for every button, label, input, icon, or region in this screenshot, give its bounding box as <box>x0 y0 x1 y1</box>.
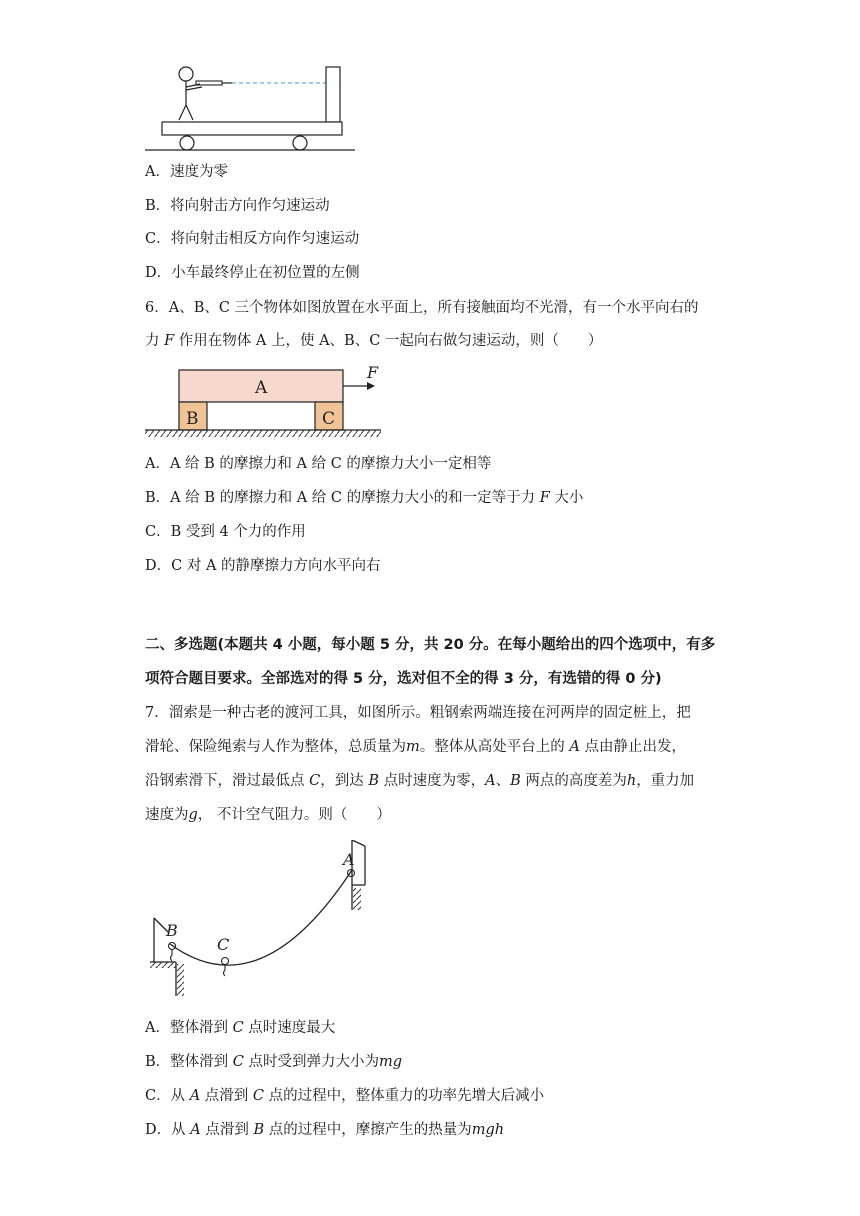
q7-option-d: D．从 A 点滑到 B 点的过程中，摩擦产生的热量为mgh <box>145 1122 505 1138</box>
q5-option-a: A．速度为零 <box>145 164 228 180</box>
q7-stem-line1: 7．溜索是一种古老的渡河工具，如图所示。粗钢索两端连接在河两岸的固定桩上，把 <box>145 705 691 721</box>
q7-stem-line2: 滑轮、保险绳索与人作为整体，总质量为m。整体从高处平台上的 A 点由静止出发， <box>145 739 686 755</box>
q6-stem-line2: 力 F 作用在物体 A 上，使 A、B、C 一起向右做匀速运动，则（ ） <box>145 333 603 349</box>
label-a: A <box>255 378 268 398</box>
q6-stem-line1: 6．A、B、C 三个物体如图放置在水平面上，所有接触面均不光滑，有一个水平向右的 <box>145 300 699 316</box>
section2-heading-line1: 二、多选题(本题共 4 小题，每小题 5 分，共 20 分。在每小题给出的四个选项中，有多 <box>145 637 716 653</box>
label-a: A <box>343 850 355 869</box>
label-c: C <box>217 935 230 954</box>
label-b: B <box>186 409 199 429</box>
q6-option-a: A．A 给 B 的摩擦力和 A 给 C 的摩擦力大小一定相等 <box>145 456 492 472</box>
label-b: B <box>166 921 178 940</box>
label-c: C <box>322 409 336 429</box>
cart-shooter-figure <box>140 60 370 160</box>
zipline-figure <box>140 840 380 1005</box>
q7-option-c: C．从 A 点滑到 C 点的过程中，整体重力的功率先增大后减小 <box>145 1088 545 1104</box>
label-f: F <box>367 363 379 382</box>
q7-stem-line3: 沿钢索滑下，滑过最低点 C，到达 B 点时速度为零，A、B 两点的高度差为h，重力加 <box>145 773 695 789</box>
section2-heading-line2: 项符合题目要求。全部选对的得 5 分，选对但不全的得 3 分，有选错的得 0 分) <box>145 671 662 687</box>
q7-option-a: A．整体滑到 C 点时速度最大 <box>145 1020 336 1036</box>
q7-option-b: B．整体滑到 C 点时受到弹力大小为mg <box>145 1054 403 1070</box>
q6-option-c: C．B 受到 4 个力的作用 <box>145 524 306 540</box>
q7-stem-line4: 速度为g， 不计空气阻力。则（ ） <box>145 807 391 823</box>
blocks-abc-figure <box>145 362 395 440</box>
q6-option-d: D．C 对 A 的静摩擦力方向水平向右 <box>145 558 381 574</box>
q5-option-d: D．小车最终停止在初位置的左侧 <box>145 265 360 281</box>
q5-option-b: B．将向射击方向作匀速运动 <box>145 198 330 214</box>
q5-option-c: C．将向射击相反方向作匀速运动 <box>145 231 360 247</box>
q6-option-b: B．A 给 B 的摩擦力和 A 给 C 的摩擦力大小的和一定等于力 F 大小 <box>145 490 584 506</box>
